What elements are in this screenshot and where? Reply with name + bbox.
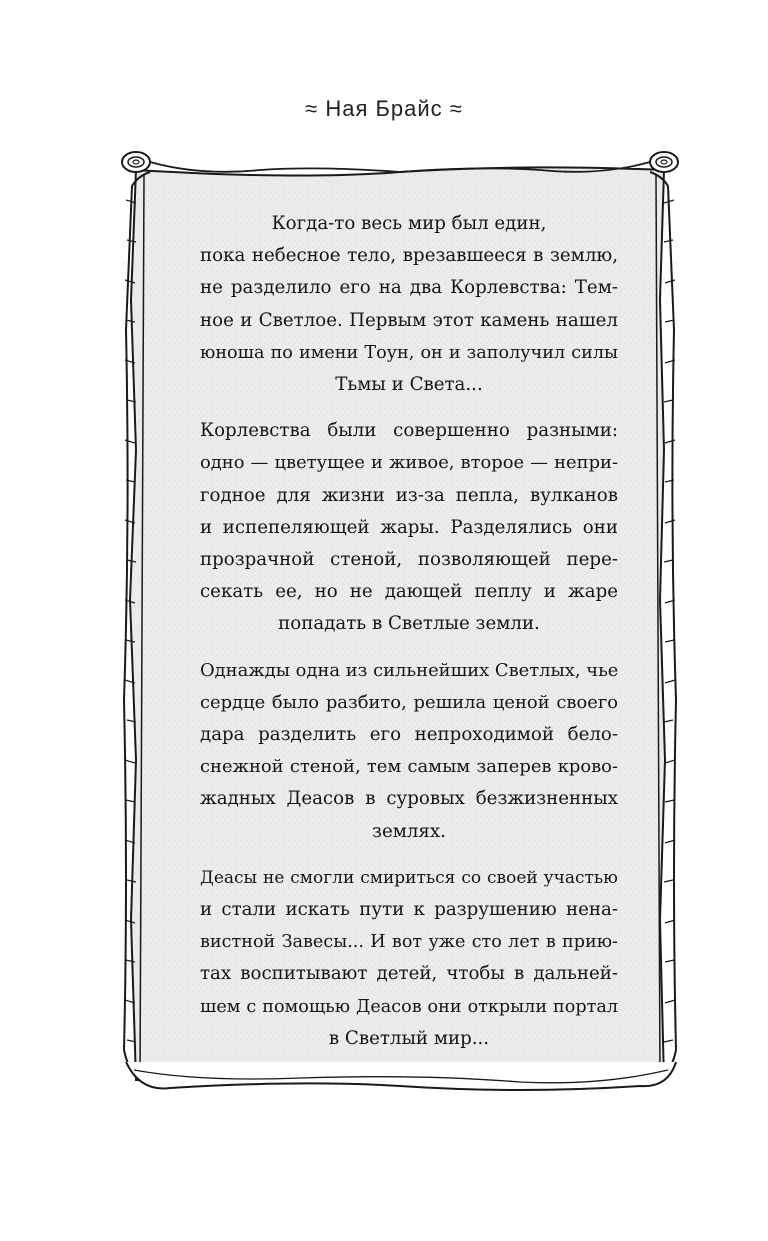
text-line: Когда-то весь мир был един, [271, 213, 547, 234]
text-line: попадать в Светлые земли. [278, 613, 540, 635]
paragraph-1 [200, 208, 618, 401]
text-line: сердце было разбито, решила ценой своего [200, 691, 618, 713]
text-line: годное для жизни из-за пепла, вулканов [200, 484, 618, 506]
text-line: не разделило его на два Корлевства: Тем- [200, 277, 618, 299]
text-line: жадных Деасов в суровых безжизненных [200, 788, 618, 810]
text-line: снежной стеной, тем самым заперев крово- [200, 756, 618, 778]
text-line: прозрачной стеной, позволяющей пере- [200, 549, 618, 571]
text-line: тах воспитывают детей, чтобы в дальней- [200, 963, 618, 985]
text-line: и испепеляющей жары. Разделялись они [200, 516, 618, 538]
text-line: Тьмы и Света... [335, 374, 483, 396]
text-line: шем с помощью Деасов они открыли портал [200, 996, 618, 1017]
paragraph-4 [200, 862, 618, 1055]
text-line: вистной Завесы... И вот уже сто лет в прию- [200, 932, 618, 953]
text-line: пока небесное тело, врезавшееся в землю, [200, 245, 618, 267]
scroll-text-block [200, 208, 618, 1069]
text-line: секать ее, но не дающей пеплу и жаре [200, 581, 618, 603]
text-line: юноша по имени Тоун, он и заполучил силы [200, 342, 618, 363]
paragraph-2 [200, 415, 618, 640]
top-left-scroll-roll [122, 152, 400, 172]
text-line: Корлевства были совершенно разными: [200, 420, 618, 442]
text-line: ное и Светлое. Первым этот камень нашел [200, 309, 618, 331]
page-header-author: ≈ Ная Брайс ≈ [305, 96, 463, 121]
text-line: Деасы не смогли смириться со своей участью [200, 867, 618, 888]
text-line: Однажды одна из сильнейших Светлых, чье [200, 659, 619, 681]
text-line: и стали искать пути к разрушению нена- [200, 899, 618, 921]
text-line: в Светлый мир... [328, 1027, 490, 1049]
text-line: одно — цветущее и живое, второе — непри- [200, 452, 618, 474]
text-line: дара разделить его непроходимой бело- [200, 724, 618, 746]
text-line: землях. [372, 820, 446, 842]
paragraph-3 [200, 655, 618, 848]
